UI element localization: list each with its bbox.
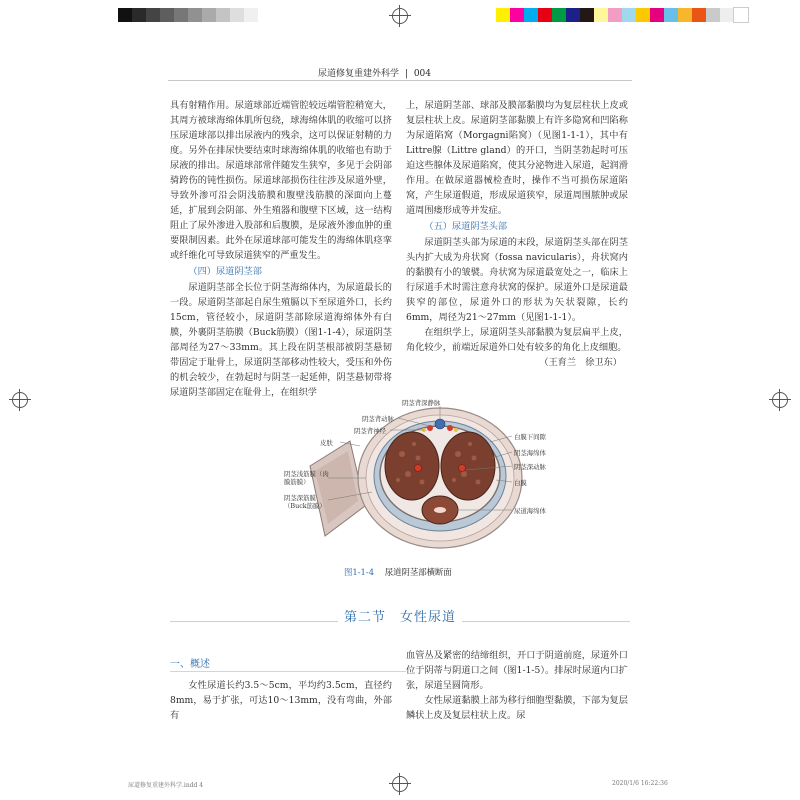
label-buck-fascia: 阴茎深筋膜（Buck筋膜）	[284, 494, 326, 510]
right-column	[406, 98, 628, 370]
figure-number: 图1-1-4	[344, 567, 375, 577]
registration-mark-left	[12, 392, 28, 408]
figure-caption	[344, 566, 452, 578]
overview-heading: 一、概述	[170, 659, 210, 670]
left-column	[170, 98, 392, 400]
figure-penis-cross-section	[280, 396, 600, 564]
sub-heading-glans-urethra: （五）尿道阴茎头部	[424, 221, 508, 232]
left-paragraph-1: 具有射精作用。尿道球部近端管腔较远端管腔稍宽大，其周方被球海绵体肌所包绕，球海绵体肌的收缩可以挤压尿道球部以排出尿液内的残余，这可以保证射精的力度。另外在排尿快要结束时球海绵体肌的收缩也有助于尿液的排出。尿道球部常伴随发生狭窄，多见于会阴部骑跨伤的钝性损伤。尿道球部损伤往往涉及尿道外壁，导致外渗可沿会阴浅筋膜和腹壁浅筋膜的深面向上蔓延，扩展到会阴部、外生殖器和腹壁下区域，这一结构阻止了尿外渗进入股部和后腹膜，是尿液外渗血肿的重要限制因素。此外在尿道球部可能发生的海绵体肌痉挛或纤维化可导致尿道狭窄的严重发生。	[170, 100, 392, 261]
sub-heading-penile-urethra: （四）尿道阴茎部	[188, 266, 262, 277]
footer-timestamp: 2020/1/6 16:22:36	[612, 780, 668, 787]
color-bar	[496, 8, 748, 22]
female-left-column	[170, 678, 392, 723]
registration-mark-top	[392, 8, 408, 24]
page-number: 004	[413, 69, 431, 79]
label-subtunical-space: 白膜下间隙	[514, 433, 546, 441]
female-right-column	[406, 648, 628, 723]
label-skin: 皮肤	[320, 439, 333, 447]
label-dorsal-nerve: 阴茎背神经	[354, 427, 386, 435]
grayscale-bar	[118, 8, 258, 22]
footer-file-name: 尿道修复重建外科学.indd 4	[128, 782, 204, 789]
label-superficial-fascia: 阴茎浅筋膜（肉膜筋膜）	[284, 470, 329, 486]
right-paragraph-2: 尿道阴茎头部为尿道的末段，尿道阴茎头部在阴茎头内扩大成为舟状窝（fossa navicularis），舟状窝内的黏膜有小的皱襞。舟状窝为尿道最宽处之一，临床上行尿道手术时需注意舟状窝的保护。尿道外口是尿道最狭窄的部位，尿道外口的形状为矢状裂隙，长约6mm，周径为21～27mm（见图1-1-1）。	[406, 237, 628, 323]
female-paragraph-left: 女性尿道长约3.5～5cm，平均约3.5cm，直径约8mm，易于扩张，可达10～13mm，没有弯曲，外部有	[170, 680, 392, 721]
label-corpus-cavernosum: 阴茎海绵体	[514, 449, 546, 457]
header-rule	[168, 80, 632, 81]
author-credit: （王育兰 徐卫东）	[539, 357, 622, 368]
label-tunica-albuginea: 白膜	[514, 479, 527, 487]
overview-heading-rule	[170, 671, 406, 672]
left-paragraph-2: 尿道阴茎部全长位于阴茎海绵体内，为尿道最长的一段。尿道阴茎部起自尿生殖膈以下至尿道外口，长约15cm，管径较小，尿道阴茎部除尿道海绵体外有白膜，外裹阴茎筋膜（Buck筋膜）（图1-1-4），尿道阴茎部周径为27～33mm。其上段在阴茎根部被阴茎悬韧带固定于耻骨上，尿道阴茎部移动性较大，受压和外伤的机会较少，在勃起时与阴茎一起延伸，阴茎悬韧带将尿道阴茎部固定在耻骨上，在组织学	[170, 282, 392, 398]
section-title: 第二节 女性尿道	[343, 610, 456, 625]
female-paragraph-right-1: 血管丛及紧密的结缔组织，开口于阴道前庭，尿道外口位于阴蒂与阴道口之间（图1-1-5）。排尿时尿道内口扩张，尿道呈圆筒形。	[406, 650, 628, 691]
female-paragraph-right-2: 女性尿道黏膜上部为移行细胞型黏膜，下部为复层鳞状上皮及复层柱状上皮。尿	[406, 695, 628, 721]
figure-caption-text: 尿道阴茎部横断面	[384, 567, 452, 577]
right-paragraph-3: 在组织学上，尿道阴茎头部黏膜为复层扁平上皮，角化较少，前端近尿道外口处有较多的角化上皮细胞。	[406, 327, 628, 353]
running-title: 尿道修复重建外科学	[318, 69, 400, 79]
label-corpus-spongiosum: 尿道海绵体	[514, 507, 546, 515]
label-dorsal-artery: 阴茎背动脉	[362, 415, 394, 423]
label-deep-artery: 阴茎深动脉	[514, 463, 546, 471]
right-paragraph-1: 上，尿道阴茎部、球部及膜部黏膜均为复层柱状上皮或复层柱状上皮。尿道阴茎部黏膜上有许多隐窝和凹陷称为尿道陷窝（Morgagni陷窝）（见图1-1-1），其中有Littre腺（Littre gland）的开口，当阴茎勃起时可压迫这些腺体及尿道陷窝，使其分泌物进入尿道，起润滑作用。在做尿道器械检查时，操作不当可损伤尿道陷窝，产生尿道假道，形成尿道狭窄，尿道周围脓肿或尿道周围瘘形成等并发症。	[406, 100, 628, 216]
label-dorsal-deep-vein: 阴茎背深静脉	[402, 399, 441, 407]
registration-mark-right	[772, 392, 788, 408]
registration-mark-bottom	[392, 776, 408, 792]
running-header: 尿道修复重建外科学 | 004	[318, 69, 431, 79]
